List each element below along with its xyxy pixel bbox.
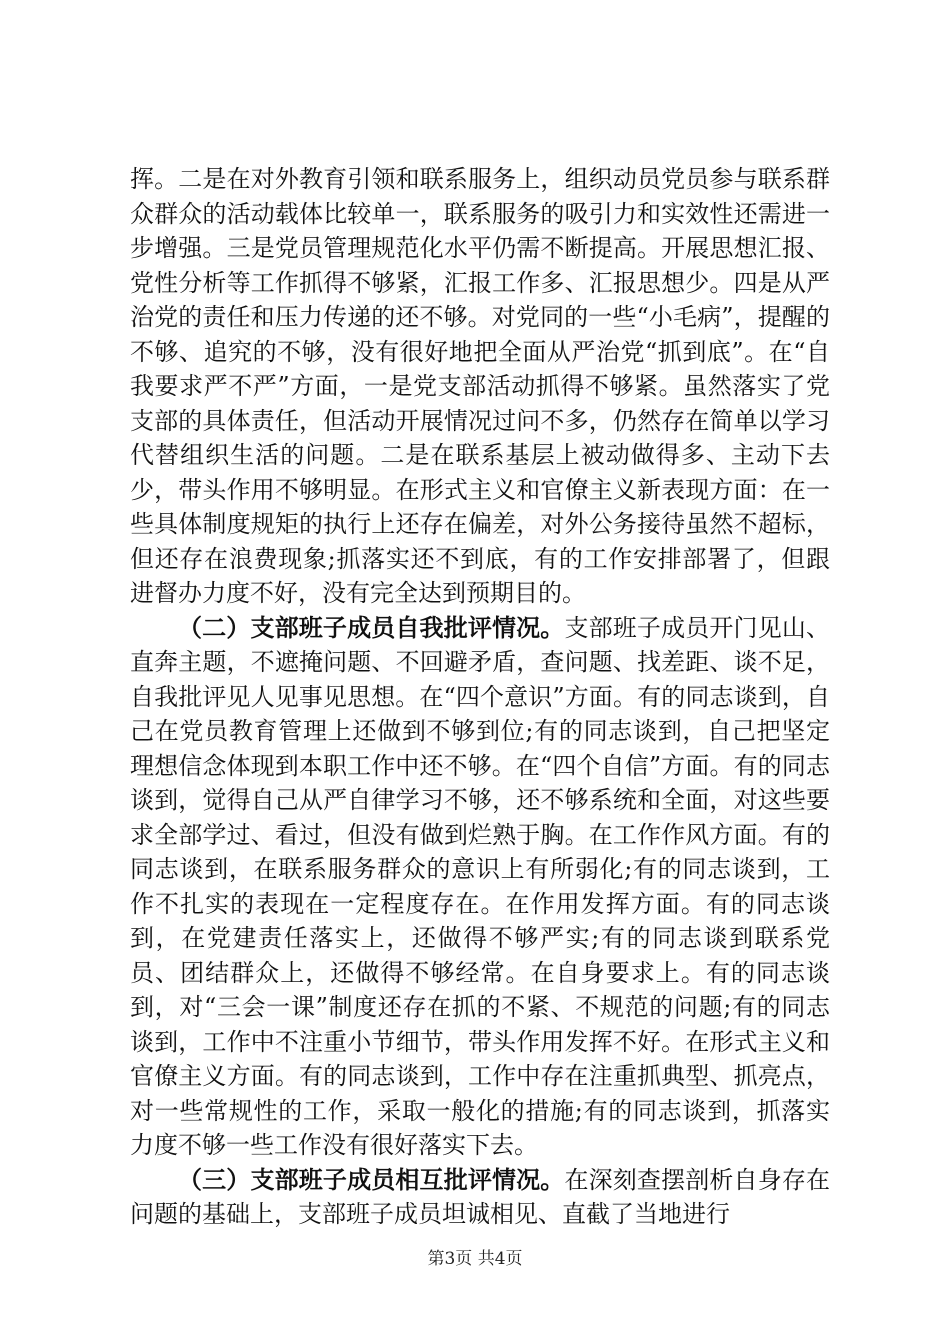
paragraph-text: 支部班子成员开门见山、直奔主题，不遮掩问题、不回避矛盾，查问题、找差距、谈不足，自我批评见人见事见思想。在“四个意识”方面。有的同志谈到，自己在党员教育管理上还做到不够到位;有的同志谈到，自己把坚定理想信念体现到本职工作中还不够。在“四个自信”方面。有的同志谈到，觉得自己从严自律学习不够，还不够系统和全面，对这些要求全部学过、看过，但没有做到烂熟于胸。在工作作风方面。有的同志谈到，在联系服务群众的意识上有所弱化;有的同志谈到，工作不扎实的表现在一定程度存在。在作用发挥方面。有的同志谈到，在党建责任落实上，还做得不够严实;有的同志谈到联系党员、团结群众上，还做得不够经常。在自身要求上。有的同志谈到，对“三会一课”制度还存在抓的不紧、不规范的问题;有的同志谈到，工作中不注重小节细节，带头作用发挥不好。在形式主义和官僚主义方面。有的同志谈到，工作中存在注重抓典型、抓亮点，对一些常规性的工作，采取一般化的措施;有的同志谈到，抓落实力度不够一些工作没有很好落实下去。 [130, 613, 831, 1159]
paragraph-text: 在深刻查摆剖析自身存在问题的基础上，支部班子成员坦诚相见、直截了当地进行 [130, 1165, 831, 1228]
page-number: 第3页 共4页 [427, 1249, 523, 1269]
page-footer [0, 1244, 950, 1269]
document-body [130, 162, 830, 1232]
paragraph-text: 挥。二是在对外教育引领和联系服务上，组织动员党员参与联系群众群众的活动载体比较单一，联系服务的吸引力和实效性还需进一步增强。三是党员管理规范化水平仍需不断提高。开展思想汇报、党性分析等工作抓得不够紧，汇报工作多、汇报思想少。四是从严治党的责任和压力传递的还不够。对党同的一些“小毛病”，提醒的不够、追究的不够，没有很好地把全面从严治党“抓到底”。在“自我要求严不严”方面，一是党支部活动抓得不够紧。虽然落实了党支部的具体责任，但活动开展情况过问不多，仍然存在简单以学习代替组织生活的问题。二是在联系基层上被动做得多、主动下去少，带头作用不够明显。在形式主义和官僚主义新表现方面：在一些具体制度规矩的执行上还存在偏差，对外公务接待虽然不超标，但还存在浪费现象;抓落实还不到底，有的工作安排部署了，但跟进督办力度不好，没有完全达到预期目的。 [130, 165, 830, 607]
paragraph-heading: （三）支部班子成员相互批评情况。 [178, 1165, 565, 1194]
paragraph-self-criticism [130, 611, 830, 1163]
paragraph-mutual-criticism [130, 1163, 830, 1232]
paragraph-heading: （二）支部班子成员自我批评情况。 [178, 613, 565, 642]
paragraph-continuation [130, 162, 830, 611]
